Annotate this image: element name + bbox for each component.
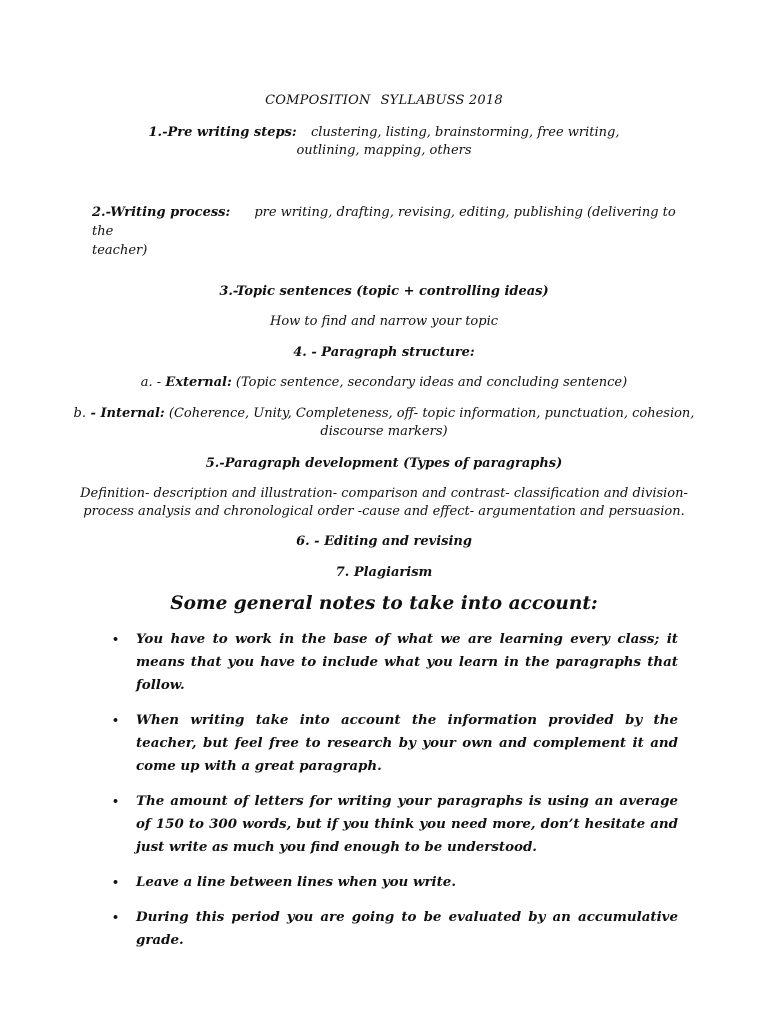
- section-4-b-line-2: discourse markers): [320, 424, 448, 439]
- title-part-1: COMPOSITION: [265, 93, 371, 108]
- notes-list: [112, 628, 678, 964]
- list-item: [112, 790, 678, 859]
- bullet-icon: •: [112, 876, 120, 889]
- section-1-line-2: outlining, mapping, others: [296, 143, 472, 158]
- bullet-icon: •: [112, 714, 120, 727]
- section-2: [92, 203, 682, 260]
- section-1-label: 1.-Pre writing steps:: [148, 125, 297, 140]
- section-4-b-prefix: b.: [73, 406, 87, 421]
- title-part-2: SYLLABUSS 2018: [380, 93, 503, 108]
- section-2-text: pre writing, drafting, revising, editing, publishing (delivering to the: [92, 205, 676, 239]
- section-1-line-1: [0, 124, 768, 142]
- section-6-heading: 6. - Editing and revising: [296, 534, 472, 549]
- section-2-label: 2.-Writing process:: [92, 205, 231, 220]
- list-item-text: The amount of letters for writing your paragraphs is using an average of 150 to 300 words, but if you think you need more, don’t hesitate and just write as much you find enough to be understood.: [136, 793, 678, 855]
- list-item-text: Leave a line between lines when you write.: [136, 874, 456, 890]
- section-4-b-label: - Internal:: [86, 406, 165, 421]
- section-4-heading: 4. - Paragraph structure:: [293, 345, 475, 360]
- bullet-icon: •: [112, 911, 120, 924]
- section-3-heading: 3.-Topic sentences (topic + controlling ideas): [219, 284, 549, 299]
- list-item: [112, 709, 678, 778]
- list-item-text: When writing take into account the information provided by the teacher, but feel free to research by your own and complement it and come up with a great paragraph.: [136, 712, 678, 774]
- list-item-text: During this period you are going to be evaluated by an accumulative grade.: [136, 909, 678, 948]
- section-3-sub: How to find and narrow your topic: [269, 314, 499, 329]
- list-item: [112, 628, 678, 697]
- section-5-line-1: Definition- description and illustration- comparison and contrast- classification and division-: [80, 486, 688, 501]
- section-4-a-prefix: a. -: [140, 375, 166, 390]
- section-7-heading: 7. Plagiarism: [335, 565, 433, 580]
- section-2-text-line-2: teacher): [92, 243, 148, 258]
- section-5-line-2: process analysis and chronological order -cause and effect- argumentation and persuasion.: [83, 504, 685, 519]
- list-item: [112, 906, 678, 952]
- notes-heading: Some general notes to take into account:: [170, 593, 598, 614]
- document-title: [0, 92, 768, 110]
- section-4-a: [0, 374, 768, 392]
- section-4-b-text: (Coherence, Unity, Completeness, off- topic information, punctuation, cohesion,: [164, 406, 695, 421]
- bullet-icon: •: [112, 633, 120, 646]
- section-5-heading: 5.-Paragraph development (Types of paragraphs): [205, 456, 563, 471]
- list-item-text: You have to work in the base of what we are learning every class; it means that you have to include what you learn in the paragraphs that follow.: [136, 631, 678, 693]
- bullet-icon: •: [112, 795, 120, 808]
- list-item: [112, 871, 678, 894]
- section-4-b: [0, 405, 768, 423]
- section-4-a-text: (Topic sentence, secondary ideas and concluding sentence): [231, 375, 628, 390]
- section-4-a-label: External:: [165, 375, 232, 390]
- section-1-text: clustering, listing, brainstorming, free writing,: [310, 125, 620, 140]
